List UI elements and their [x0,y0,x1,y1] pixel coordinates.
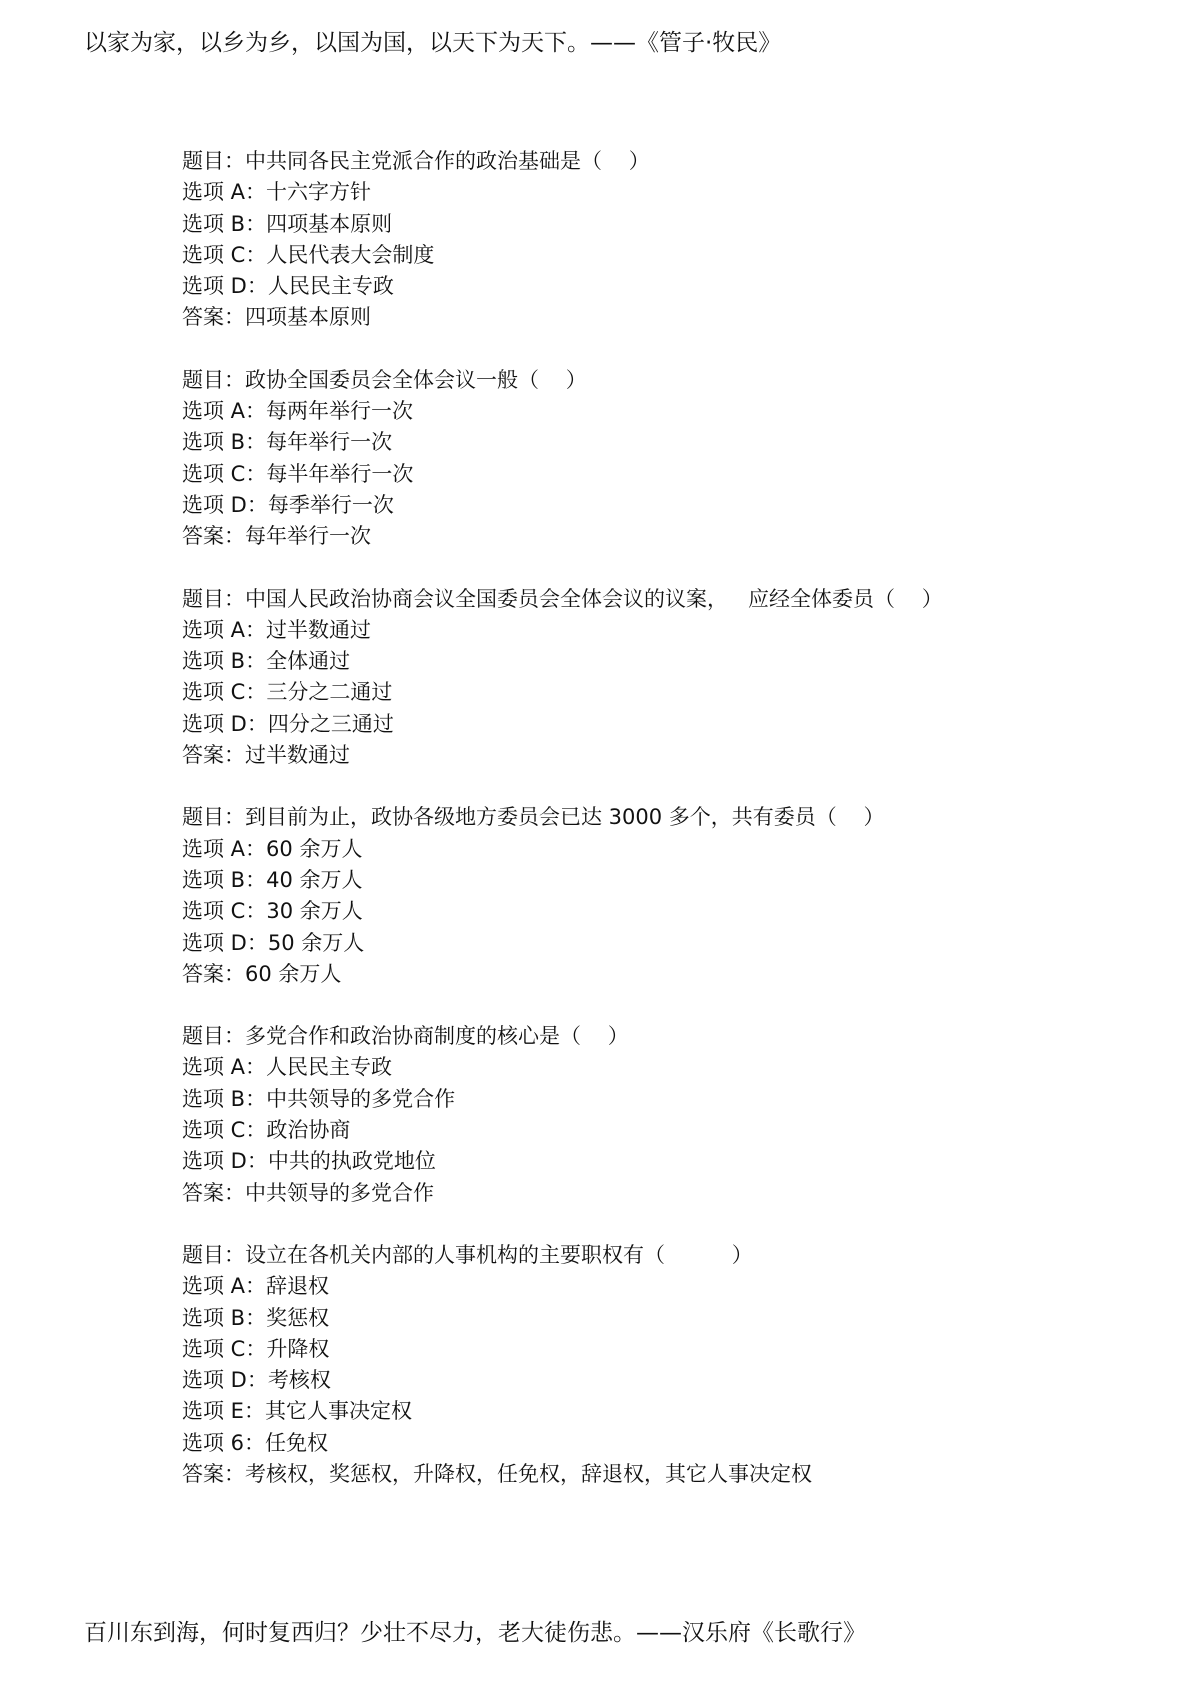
option-a: 选项 A：十六字方针 [182,180,372,205]
option-6: 选项 6：任免权 [182,1430,329,1455]
answer: 答案：中共领导的多党合作 [182,1180,434,1205]
option-e: 选项 E：其它人事决定权 [182,1399,412,1424]
answer: 答案：考核权，奖惩权，升降权，任免权，辞退权，其它人事决定权 [182,1461,812,1486]
question-title: 题目：政协全国委员会全体会议一般（ ） [182,367,587,392]
option-b: 选项 B：40 余万人 [182,867,363,892]
option-a: 选项 A：人民民主专政 [182,1055,393,1080]
option-d: 选项 D：每季举行一次 [182,492,394,517]
option-d: 选项 D：中共的执政党地位 [182,1149,436,1174]
header-quote: 以家为家，以乡为乡，以国为国，以天下为天下。——《管子·牧民》 [84,30,782,56]
footer-quote: 百川东到海，何时复西归？少壮不尽力，老大徒伤悲。——汉乐府《长歌行》 [84,1620,866,1646]
option-b: 选项 B：奖惩权 [182,1305,330,1330]
question-title: 题目：多党合作和政治协商制度的核心是（ ） [182,1024,629,1049]
question-title: 题目：到目前为止，政协各级地方委员会已达 3000 多个，共有委员（ ） [182,805,885,830]
option-c: 选项 C：政治协商 [182,1118,351,1143]
answer: 答案：过半数通过 [182,743,350,768]
option-c: 选项 C：人民代表大会制度 [182,242,435,267]
option-c: 选项 C：升降权 [182,1336,330,1361]
question-title: 题目：中国人民政治协商会议全国委员会全体会议的议案， 应经全体委员（ ） [182,586,943,611]
question-block [182,365,1142,553]
option-a: 选项 A：过半数通过 [182,617,372,642]
question-block [182,802,1142,990]
option-a: 选项 A：每两年举行一次 [182,399,414,424]
option-c: 选项 C：三分之二通过 [182,680,393,705]
question-block [182,584,1142,772]
option-d: 选项 D：50 余万人 [182,930,365,955]
question-title: 题目：中共同各民主党派合作的政治基础是（ ） [182,149,650,173]
answer: 答案：四项基本原则 [182,305,371,330]
option-a: 选项 A：60 余万人 [182,836,363,861]
question-block [182,146,1142,334]
option-b: 选项 B：四项基本原则 [182,211,393,236]
option-d: 选项 D：考核权 [182,1368,331,1393]
answer: 答案：每年举行一次 [182,524,371,549]
question-title: 题目：设立在各机关内部的人事机构的主要职权有（ ） [182,1242,753,1267]
question-block [182,1021,1142,1209]
option-c: 选项 C：每半年举行一次 [182,461,414,486]
option-d: 选项 D：四分之三通过 [182,711,394,736]
option-b: 选项 B：每年举行一次 [182,430,393,455]
question-block [182,1240,1142,1490]
option-c: 选项 C：30 余万人 [182,899,363,924]
answer: 答案：60 余万人 [182,961,342,986]
question-list [182,146,1142,1521]
option-b: 选项 B：全体通过 [182,649,351,674]
option-d: 选项 D：人民民主专政 [182,274,394,299]
option-b: 选项 B：中共领导的多党合作 [182,1086,456,1111]
option-a: 选项 A：辞退权 [182,1274,330,1299]
